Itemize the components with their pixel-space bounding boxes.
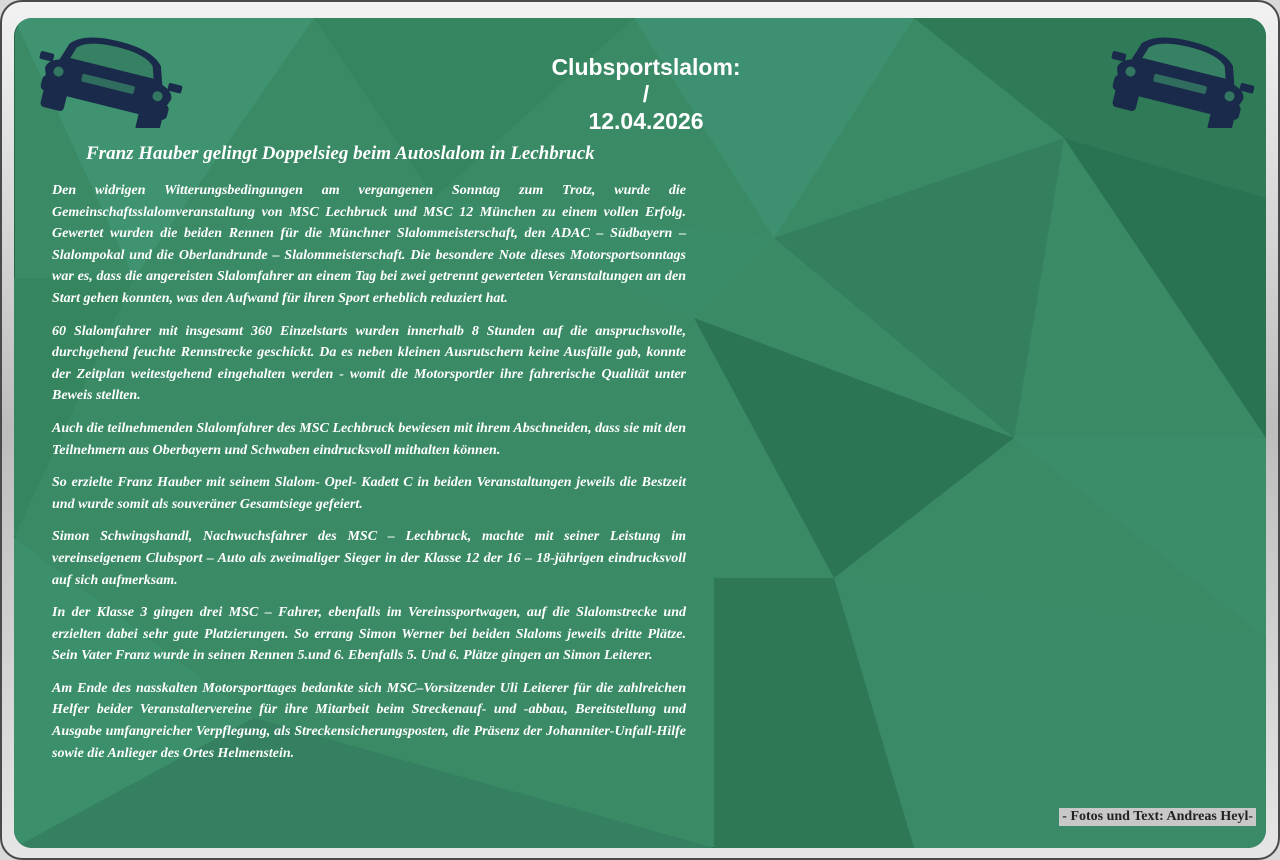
article-paragraph: Am Ende des nasskalten Motorsporttages bedankte sich MSC–Vorsitzender Uli Leiterer für die zahlreichen Helfer beider Veranstaltervereine für ihre Mitarbeit beim Streckenauf- und -abbau, Bereitstellung und Ausgabe umfangreicher Verpflegung, als Streckensicherungsposten, die Präsenz der Johanniter-Unfall-Hilfe sowie die Anlieger des Ortes Helmenstein. — [52, 680, 686, 761]
article-body — [52, 180, 686, 775]
article-paragraph: In der Klasse 3 gingen drei MSC – Fahrer, ebenfalls im Vereinssportwagen, auf die Slalomstrecke und erzielten dabei sehr gute Platzierungen. So errang Simon Werner bei beiden Slaloms jeweils dritte Plätze. Sein Vater Franz wurde in seinen Rennen 5.und 6. Ebenfalls 5. Und 6. Plätze gingen an Simon Leiterer. — [52, 605, 686, 664]
article-headline: Franz Hauber gelingt Doppelsieg beim Autoslalom in Lechbruck — [86, 143, 595, 164]
content-panel — [14, 18, 1266, 848]
article-paragraph: 60 Slalomfahrer mit insgesamt 360 Einzelstarts wurden innerhalb 8 Stunden auf die anspruchsvolle, durchgehend feuchte Rennstrecke geschickt. Da es neben kleinen Ausrutschern keine Ausfälle gab, konnte der Zeitplan weitestgehend eingehalten werden - womit die Motorsportler ihre fahrerische Qualität unter Beweis stellten. — [52, 323, 686, 404]
page-title — [446, 54, 846, 135]
rally-car-icon — [34, 32, 184, 128]
title-line-3: 12.04.2026 — [588, 108, 704, 134]
article-paragraph: Simon Schwingshandl, Nachwuchsfahrer des MSC – Lechbruck, machte mit seiner Leistung im vereinseigenem Clubsport – Auto als zweimaliger Sieger in der Klasse 12 der 16 – 18-jährigen eindrucksvoll auf sich aufmerksam. — [52, 529, 686, 588]
title-line-2: / — [642, 81, 650, 107]
title-line-1: Clubsportslalom: — [551, 54, 741, 80]
rally-car-icon — [1106, 32, 1256, 128]
photo-credit: - Fotos und Text: Andreas Heyl- — [1059, 808, 1256, 826]
article-paragraph: So erzielte Franz Hauber mit seinem Slalom- Opel- Kadett C in beiden Veranstaltungen jeweils die Bestzeit und wurde somit als souveräner Gesamtsiege gefeiert. — [52, 475, 686, 512]
article-paragraph: Den widrigen Witterungsbedingungen am vergangenen Sonntag zum Trotz, wurde die Gemeinschaftsslalomveranstaltung von MSC Lechbruck und MSC 12 München zu einem vollen Erfolg. Gewertet wurden die beiden Rennen für die Münchner Slalommeisterschaft, den ADAC – Südbayern – Slalompokal und die Oberlandrunde – Slalommeisterschaft. Die besondere Note dieses Motorsportsonntags war es, dass die angereisten Slalomfahrer an einem Tag bei zwei getrennt gewerteten Veranstaltungen an den Start gehen konnten, was den Aufwand für ihren Sport erheblich reduziert hat. — [52, 183, 686, 306]
article-paragraph: Auch die teilnehmenden Slalomfahrer des MSC Lechbruck bewiesen mit ihrem Abschneiden, dass sie mit den Teilnehmern aus Oberbayern und Schwaben eindrucksvoll mithalten können. — [52, 420, 686, 458]
